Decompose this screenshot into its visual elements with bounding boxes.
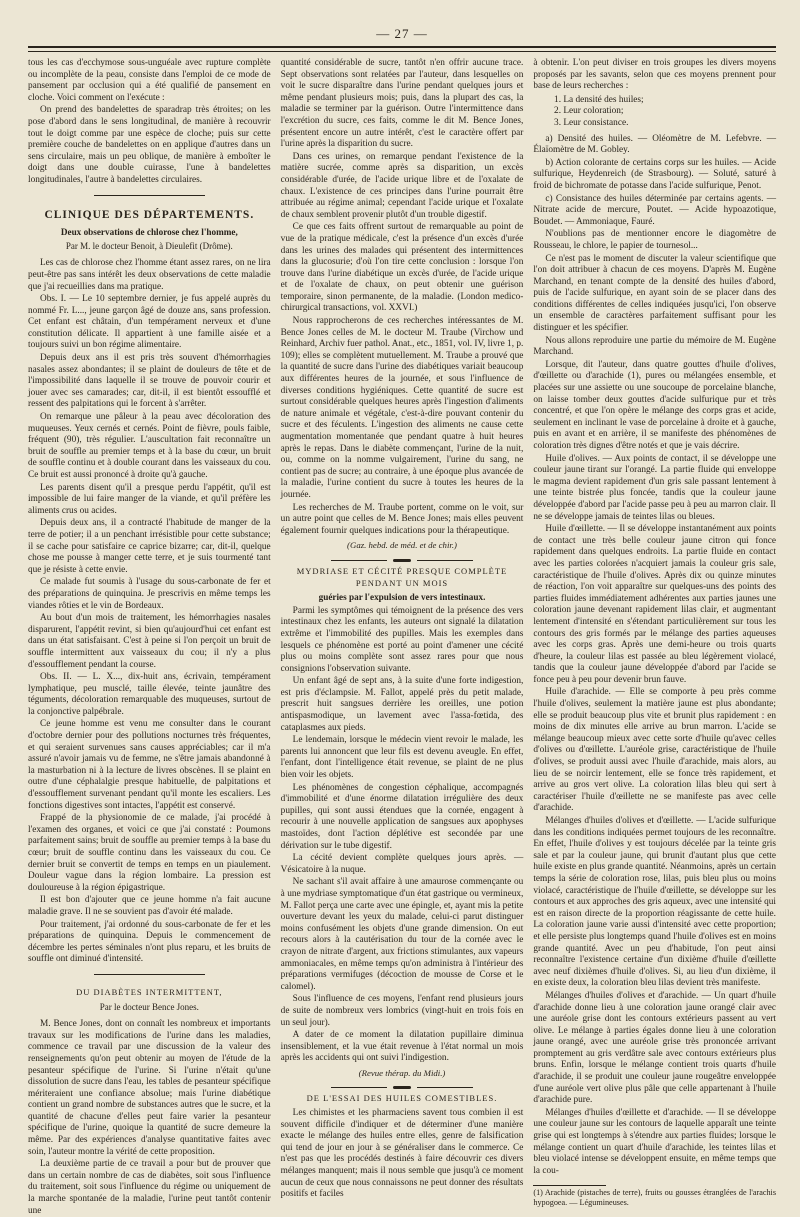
paragraph: Il est bon d'ajouter que ce jeune homme n'a fait aucune maladie grave. Il ne se souvient pas d'avoir été malade.	[28, 895, 271, 917]
paragraph: Mélanges d'huiles d'olives et d'arachide. — Un quart d'huile d'arachide donne lieu à une coloration jaune orangé clair avec une auréole grise dont les contours extérieurs passent au vert olive. Le mélange à parties égales donne lieu à une coloration jaune orangé, avec une auréole grise très prononcée arrivant promptement au gris verdâtre sale avec contours extérieurs plus bruns. Enfin, lorsque le mélange contient trois quarts d'huile d'arachide, il se produit une couleur jaune rougeâtre enveloppée d'une auréole vert olive plus pâle que celle appartenant à l'huile d'arachide pure.	[533, 990, 777, 1106]
column-1	[28, 58, 271, 1216]
footnote-rule	[533, 1185, 606, 1186]
footnote: (1) Arachide (pistaches de terre), fruits ou gousses étranglées de l'arachis hypogoea. — Légumineuses.	[533, 1188, 777, 1208]
text-columns	[28, 58, 777, 1216]
paragraph: Huile d'olives. — Aux points de contact, il se développe une couleur jaune tirant sur l'orangé. La partie fluide qui enveloppe le magma devient rapidement d'un gris sale passant lentement à une teinte bistrée plus foncée, tandis que la couleur jaune développée d'abord par l'acide passe peu à peu au marron clair. Il ne se développe jamais de teintes lilas ou bleues.	[533, 453, 777, 522]
paragraph: Frappé de la physionomie de ce malade, j'ai procédé à l'examen des organes, et voici ce que j'ai constaté : Poumons parfaitement sains; bruit de souffle au premier temps à la base du cœur; bruit de souffle continu dans les vaisseaux du cou. Ce dernier bruit se convertit de temps en temps en un piaulement. Douleur vague dans la région lombaire. La pression est douloureuse à la région épigastrique.	[28, 813, 271, 893]
paragraph: Obs. I. — Le 10 septembre dernier, je fus appelé auprès du nommé Fr. L..., jeune garçon âgé de douze ans, sans profession. Cet enfant est châtain, d'un tempérament nerveux et d'une constitution délicate. Il appartient à une famille aisée et a toujours suivi un bon régime alimentaire.	[28, 294, 271, 351]
paragraph: Depuis deux ans il est pris très souvent d'hémorrhagies nasales assez abondantes; il se plaint de douleurs de tête et de l'impossibilité dans laquelle il se trouve de pouvoir courir et jouer avec ses camarades; car, dit-il, il est bientôt essoufflé et ressent des palpitations qui le forcent à s'arrêter.	[28, 353, 271, 410]
ornament-divider	[281, 1086, 524, 1089]
paragraph: Parmi les symptômes qui témoignent de la présence des vers intestinaux chez les enfants, les auteurs ont signalé la dilatation extrême et l'immobilité des pupilles. Mais les exemples dans lesquels ce phénomène est porté au point d'amener une cécité plus ou moins complète sont assez rares pour que nous consignions l'observation suivante.	[280, 605, 524, 674]
paragraph: Sous l'influence de ces moyens, l'enfant rend plusieurs jours de suite de nombreux vers lombrics (vingt-huit en trois fois en un seul jour).	[280, 994, 524, 1028]
section-title-mydriase: MYDRIASE ET CÉCITÉ PRESQUE COMPLÈTE PENDANT UN MOIS	[296, 565, 508, 588]
article-subtitle: guéries par l'expulsion de vers intestinaux.	[318, 592, 486, 603]
article-author: Par le docteur Bence Jones.	[99, 1001, 199, 1012]
paragraph: Les chimistes et les pharmaciens savent tous combien il est souvent difficile d'indiquer et de déterminer d'une manière exacte le mélange des huiles entre elles, genre de falsification qui tend de jour en jour à se généraliser dans le commerce. Ce n'est pas que les procédés destinés à faire découvrir ces divers mélanges manquent; mais il nous semble que jusqu'à ce moment aucun de ceux que nous connaissons ne peut donner des résultats positifs et faciles	[280, 1108, 524, 1200]
page-number: — 27 —	[376, 26, 428, 41]
paragraph: M. Bence Jones, dont on connaît les nombreux et importants travaux sur les modifications de l'urine dans les maladies, commence ce travail par une discussion de la valeur des renseignements qu'on peut obtenir au moyen de l'étude de la pesanteur spécifique de l'urine. Si l'urine n'était qu'une dissolution de sucre dans l'eau, les tables de pesanteur spécifique mériteraient une confiance absolue; mais l'urine diabétique contient un grand nombre de substances autres que le sucre, et la quantité de chacune d'elles peut faire varier la pesanteur spécifique de l'urine, quoique la quantité de sucre demeure la même. Par des expériences d'analyse quantitative faites avec soin, l'auteur montre la vérité de cette proposition.	[28, 1019, 271, 1157]
paragraph: La deuxième partie de ce travail a pour but de prouver que dans un certain nombre de cas de diabètes, soit sous l'influence du traitement, soit sous l'influence du régime ou uniquement de la marche spontanée de la maladie, l'urine peut tantôt contenir une	[28, 1159, 271, 1216]
paragraph: Les parents disent qu'il a presque perdu l'appétit, qu'il est impossible de lui faire manger de la viande, et qu'il préfère les aliments crus ou acides.	[28, 482, 271, 516]
paragraph: Huile d'œillette. — Il se développe instantanément aux points de contact une très belle couleur jaune citron qui fonce rapidement dans quelques endroits. La partie fluide en contact avec les parties colorées n'acquiert jamais la couleur gris sale, caractéristique de l'huile d'olives. Après dix ou quinze minutes de réaction, l'on voit apparaître sur quelques-uns des points des parties fluides immédiatement adhérentes aux parties jaunes une coloration jaune devenant rapidement lilas clair, et augmentant lentement d'intensité en s'étendant particulièrement sur tous les contours des gris formés par le mélange des parties aqueuses avec les corps gras. Après une demi-heure ou trois quarts d'heure, la couleur lilas est passée au bleu légèrement violacé, tandis que la couleur jaune développée d'abord par l'acide se fonce peu à peu pour devenir brun fauve.	[533, 524, 777, 685]
paragraph: La cécité devient complète quelques jours après. — Vésicatoire à la nuque.	[280, 853, 524, 875]
paragraph: Ce que ces faits offrent surtout de remarquable au point de vue de la pratique médicale, c'est la présence d'un excès d'urée dans les urines des malades qui présentent des intermittences dans la glucosurie; d'où l'on tire cette conclusion : lorsque l'on trouve dans l'urine diabétique un excès d'urée, de l'acide urique et de l'oxalate de chaux, on peut obtenir une guérison temporaire, sinon permanente, de la maladie. (London medico-chirurgical transactions, vol. XXVI.)	[280, 222, 524, 314]
paragraph: Huile d'arachide. — Elle se comporte à peu près comme l'huile d'olives, seulement la matière jaune est plus abondante; elle se produit beaucoup plus vite et brunit plus rapidement : en moins de dix minutes elle arrive au brun marron. L'acide se mélange beaucoup mieux avec cette sorte d'huile qu'avec celles d'olives ou d'œillette. L'auréole grise, caractéristique de l'huile d'olives, se produit aussi avec l'huile d'arachide, mais alors, au lieu de se noircir lentement, elle se fonce très rapidement, et arrive au gros vert olive. La coloration lilas bleu qui sert à caractériser l'huile d'œillette ne se manifeste pas avec celle d'arachide.	[533, 687, 777, 814]
paragraph: Les cas de chlorose chez l'homme étant assez rares, on ne lira peut-être pas sans intérêt les deux observations de cette maladie que j'ai recueillies dans ma pratique.	[28, 258, 271, 292]
paragraph: Dans ces urines, on remarque pendant l'existence de la matière sucrée, comme après sa disparition, un excès considérable d'urée, de l'acide urique libre et de l'oxalate de chaux. L'existence de ces principes dans l'urine pourrait être attribuée au régime animal; cependant l'acide urique et l'oxalate de chaux semblent provenir plutôt d'un trouble digestif.	[280, 151, 524, 220]
list-item: 1. La densité des huiles;	[563, 95, 776, 107]
divider	[94, 195, 206, 196]
page-header	[28, 26, 776, 42]
paragraph: a) Densité des huiles. — Oléomètre de M. Lefebvre. — Élaïomètre de M. Gobley.	[533, 133, 777, 156]
ornament-divider	[281, 559, 524, 562]
paragraph: Ce n'est pas le moment de discuter la valeur scientifique que l'on doit attribuer à chacun de ces moyens. D'après M. Eugène Marchand, en tenant compte de la densité des huiles d'abord, puis de l'acide sulfurique, en ayant soin de se placer dans des conditions différentes de celles indiquées jusqu'ici, l'on observe un ensemble de caractères parfaitement suffisant pour les distinguer et les spécifier.	[533, 253, 777, 334]
paragraph: Le lendemain, lorsque le médecin vient revoir le malade, les parents lui annoncent que leur fils est devenu aveugle. En effet, l'enfant, dont l'intelligence était revenue, se plaint de ne plus bien voir les objets.	[280, 735, 524, 781]
paragraph: Ce jeune homme est venu me consulter dans le courant d'octobre dernier pour des pollutions nocturnes très fréquentes, et qui seraient survenues sans causes appréciables; car il m'a assuré n'avoir jamais vu de femme, ne s'être jamais abandonné à la masturbation ni à la lecture de livres obscènes. Il se plaint en outre d'une céphalalgie presque habituelle, de palpitations et d'essoufflement survenant pendant qu'il monte les escaliers. Les fonctions digestives sont intactes, l'appétit est conservé.	[28, 719, 271, 811]
paragraph: Mélanges d'huiles d'olives et d'œillette. — L'acide sulfurique dans les conditions indiquées permet toujours de les reconnaître. En effet, l'huile d'olives y est toujours décelée par la teinte gris sale et par la couleur jaune, qui brunit d'autant plus que cette huile existe en plus grande quantité. Néanmoins, après un certain temps la série de coloration rose, lilas, puis bleu plus ou moins violacé, caractéristique de l'huile d'œillette, se développe sur les contours et aux approches des gris aqueux, avec une intensité qui est en raison directe de la proportion réagissante de cette huile. La coloration jaune varie aussi d'intensité avec cette proportion; et elle persiste plus longtemps quand l'huile d'olives est en moins grande quantité. Avec un peu d'habitude, l'on peut ainsi reconnaître l'existence certaine d'un dixième d'huile d'œillette avec neuf dixièmes d'huile d'olives. Si, au lieu d'un dixième, il en existe deux, la coloration bleu lilas devient très manifeste.	[533, 816, 777, 989]
paragraph: A dater de ce moment la dilatation pupillaire diminua insensiblement, et la vue était revenue à l'état normal un mois après les accidents qui ont suivi l'indigestion.	[280, 1030, 524, 1064]
paragraph: Pour traitement, j'ai ordonné du sous-carbonate de fer et les préparations de quinquina. Depuis le commencement de décembre les pertes séminales n'ont plus reparu, et les bruits de souffle ont diminué d'intensité.	[28, 919, 271, 965]
column-2	[280, 58, 524, 1200]
article-author: Par M. le docteur Benoit, à Dieulefit (Drôme).	[65, 240, 233, 251]
paragraph: N'oublions pas de mentionner encore le diagomètre de Rousseau, le chlore, le papier de tournesol...	[533, 229, 777, 251]
paragraph: Nous rapprocherons de ces recherches intéressantes de M. Bence Jones celles de M. le docteur M. Traube (Virchow und Reinhard, Archiv fuer pathol. Anat., etc., 1851, vol. IV, livre 1, p. 109); elles se complètent mutuellement. M. Traube a prouvé que la quantité de sucre dans l'urine des diabétiques variait beaucoup aux différentes heures de la journée, et sous l'influence de diverses conditions hygiéniques. Cette quantité de sucre est surtout considérable quelques heures après l'ingestion d'aliments de nature animale et végétale, c'est-à-dire pouvant contenir du sucre et des féculents. L'ingestion des aliments ne cause cette augmentation momentanée que pendant quatre à huit heures après le repas. Dans le diabète commençant, l'urine de la nuit, ou, comme on la nomme vulgairement, l'urine du sang, ne contient pas de sucre; au contraire, à une époque plus avancée de la maladie, l'urine contient du sucre à toutes les heures de la journée.	[280, 316, 524, 500]
article-subtitle: Deux observations de chlorose chez l'homme,	[60, 227, 238, 238]
paragraph: Un enfant âgé de sept ans, à la suite d'une forte indigestion, est pris d'éclampsie. M. Fallot, appelé près du petit malade, prescrit huit sangsues derrière les oreilles, une potion antispasmodique, un lavement avec l'assa-fœtida, des cataplasmes aux pieds.	[280, 676, 524, 733]
list-item: 3. Leur consistance.	[563, 118, 776, 130]
paragraph: On remarque une pâleur à la peau avec décoloration des muqueuses. Yeux cernés et cernés. Point de fièvre, pouls faible, fréquent (90), très régulier. L'auscultation fait reconnaître un bruit de souffle au premier temps et à la base du cœur, un bruit de souffle continu et à double courant dans les vaisseaux du cou. Ce bruit est aussi prononcé à droite qu'à gauche.	[28, 412, 271, 480]
paragraph: Les recherches de M. Traube portent, comme on le voit, sur un autre point que celles de M. Bence Jones; mais elles peuvent également fournir quelques indications pour la thérapeutique.	[280, 502, 524, 536]
paragraph: Lorsque, dit l'auteur, dans quatre gouttes d'huile d'olives, d'œillette ou d'arachide (1), pures ou mélangées ensemble, et placées sur une assiette ou une soucoupe de porcelaine blanche, on laisse tomber deux gouttes d'acide sulfurique pur et très concentré, et que l'on opère le mélange des corps gras et acide, seulement en inclinant le vase de porcelaine à droite et à gauche, puis en avant et en arrière, il se manifeste des phénomènes de coloration très dignes d'être notés et que je vais décrire.	[533, 359, 777, 451]
paragraph: Les phénomènes de congestion céphalique, accompagnés d'immobilité et d'une énorme dilatation irrégulière des deux pupilles, qui sont aussi étendues que la cornée, engagent à recourir à une nouvelle application de sangsues aux apophyses mastoïdes, dont l'action déplétive est secondée par une dérivation sur le tube digestif.	[280, 782, 524, 851]
numbered-list	[563, 95, 776, 130]
paragraph: Obs. II. — L. X..., dix-huit ans, écrivain, tempérament lymphatique, peu musclé, taille élevée, teinte jaunâtre des téguments, décoloration remarquable des muqueuses, surtout de la conjonctive palpébrale.	[28, 672, 271, 717]
column-3	[533, 58, 777, 1208]
section-title-huiles: DE L'ESSAI DES HUILES COMESTIBLES.	[306, 1093, 498, 1104]
header-rule	[28, 46, 776, 52]
list-item: 2. Leur coloration;	[563, 106, 776, 118]
paragraph: On prend des bandelettes de sparadrap très étroites; on les pose d'abord dans le sens longitudinal, de manière à recouvrir tout le doigt comme par une espèce de cloche; puis sur cette première couche de bandelettes on en applique d'autres dans un sens circulaire, mais un peu oblique, de manière à emboîter le doigt dans une double cuirasse, l'une à bandelettes longitudinales, l'autre à bandelettes circulaires.	[28, 105, 271, 185]
source-citation: (Gaz. hebd. de méd. et de chir.)	[347, 540, 457, 551]
paragraph: Au bout d'un mois de traitement, les hémorrhagies nasales disparurent, l'appétit revint, si bien qu'aujourd'hui cet enfant est dans un état satisfaisant. C'est à peine si l'on perçoit un bruit de souffle intermittent aux vaisseaux du cou; il n'y a plus d'essoufflement pendant la course.	[28, 613, 271, 670]
paragraph: quantité considérable de sucre, tantôt n'en offrir aucune trace. Sept observations sont relatées par l'auteur, dans lesquelles on voit le sucre disparaître dans l'urine pendant quelques jours et même pendant plusieurs mois; puis, dans la plupart des cas, la maladie se terminer par la guérison. Outre l'intermittence dans l'excrétion du sucre, ces faits, comme le dit M. Bence Jones, présentent encore un autre intérêt, c'est le caractère offert par l'urine après la disparition du sucre.	[280, 58, 524, 150]
paragraph: Nous allons reproduire une partie du mémoire de M. Eugène Marchand.	[533, 335, 777, 358]
paragraph: Depuis deux ans, il a contracté l'habitude de manger de la terre de potier; il a un penchant irrésistible pour cette substance; il se cache pour satisfaire ce caprice bizarre; car, dit-il, quelque chose me pousse à manger cette terre, et je suis tourmenté tant que je résiste à cette envie.	[28, 518, 271, 575]
divider	[94, 974, 206, 975]
paragraph: Mélanges d'huiles d'œillette et d'arachide. — Il se développe une couleur jaune sur les contours de laquelle apparaît une teinte grise qui est longtemps à s'étendre aux parties fluides; lorsque le mélange contient un quart d'huile d'arachide, les teintes lilas et bleu violacé intense se développent ensuite, en même temps que la cou-	[533, 1107, 777, 1176]
section-title-clinique: CLINIQUE DES DÉPARTEMENTS.	[44, 208, 255, 221]
paragraph: tous les cas d'ecchymose sous-unguéale avec rupture complète ou incomplète de la peau, consiste dans l'emploi de ce mode de pansement par occlusion qui a été qualifié de pansement en cloche. Voici comment on l'exécute :	[28, 58, 271, 103]
source-citation: (Revue thérap. du Midi.)	[358, 1067, 446, 1078]
paragraph: b) Action colorante de certains corps sur les huiles. — Acide sulfurique, Heydenreich (de Strasbourg). — Soluté, saturé à froid de bichromate de potasse dans l'acide sulfurique, Penot.	[533, 157, 777, 191]
paragraph: Ne sachant s'il avait affaire à une amaurose commençante ou à une mydriase symptomatique d'un état gastrique ou vermineux, M. Fallot perça une carte avec une épingle, et, ayant mis la petite ouverture devant les yeux du malade, celui-ci parut distinguer moins confusément les objets d'une grande dimension. On eut recours alors à la cautérisation du tour de la cornée avec le crayon de nitrate d'argent, aux frictions stimulantes, aux vapeurs ammoniacales, en même temps qu'on administra à l'intérieur des préparations vermifuges (décoction de mousse de Corse et le calomel).	[280, 877, 524, 992]
paragraph: à obtenir. L'on peut diviser en trois groupes les divers moyens proposés par les savants, selon que ces moyens prennent pour base de leurs recherches :	[533, 58, 777, 92]
paragraph: Ce malade fut soumis à l'usage du sous-carbonate de fer et des préparations de quinquina. Je prescrivis en même temps les viandes rôties et le vin de Bordeaux.	[28, 577, 271, 611]
section-title-diabetes: DU DIABÈTES INTERMITTENT,	[76, 986, 223, 997]
paragraph: c) Consistance des huiles déterminée par certains agents. — Nitrate acide de mercure, Poutet. — Acide hypoazotique, Boudet. — Ammoniaque, Fauré.	[533, 193, 777, 227]
